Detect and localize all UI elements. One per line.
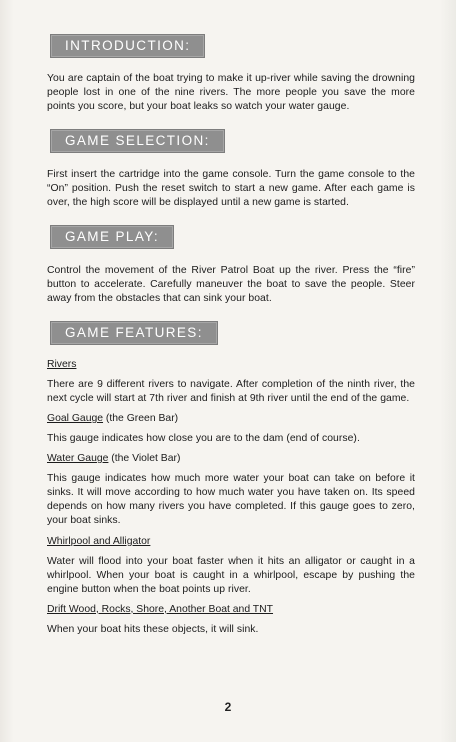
- game-features-section: [47, 321, 415, 637]
- rivers-title: Rivers: [47, 358, 77, 370]
- introduction-section: [47, 34, 415, 114]
- water-gauge-title: Water Gauge: [47, 453, 109, 465]
- introduction-heading: INTRODUCTION:: [50, 34, 205, 58]
- page-number: 2: [224, 700, 232, 714]
- goal-gauge-subheading: [47, 412, 415, 426]
- game-play-body: Control the movement of the River Patrol Boat up the river. Press the “fire” button to accelerate. Carefully maneuver the boat to save the people. Steer away from the obstacles that can sink your boat.: [47, 264, 415, 304]
- goal-gauge-title: Goal Gauge: [47, 413, 104, 425]
- water-gauge-body: This gauge indicates how much more water your boat can take on before it sinks. It will move according to how much water you have taken on. Its speed depends on how many rivers you have completed. If this gauge goes to zero, your boat sinks.: [47, 473, 415, 527]
- page-content: [47, 34, 415, 637]
- obstacles-title: Drift Wood, Rocks, Shore, Another Boat and TNT: [47, 603, 274, 615]
- game-features-heading: GAME FEATURES:: [50, 321, 218, 345]
- rivers-subheading: [47, 358, 415, 372]
- game-selection-heading: GAME SELECTION:: [50, 129, 225, 153]
- game-selection-body: First insert the cartridge into the game console. Turn the game console to the “On” position. Push the reset switch to start a new game. After each game is over, the high score will be displayed until a new game is started.: [47, 169, 415, 209]
- obstacles-body: When your boat hits these objects, it will sink.: [47, 623, 259, 635]
- whirlpool-title: Whirlpool and Alligator: [47, 535, 151, 547]
- water-gauge-note: (the Violet Bar): [108, 453, 181, 465]
- water-gauge-subheading: [47, 452, 415, 466]
- whirlpool-body: Water will flood into your boat faster when it hits an alligator or caught in a whirlpool. When your boat is caught in a whirlpool, escape by pushing the engine button when the boat points up river.: [47, 555, 415, 595]
- game-play-section: [47, 225, 415, 306]
- obstacles-subheading: [47, 603, 415, 617]
- game-play-heading: GAME PLAY:: [50, 225, 174, 249]
- game-selection-section: [47, 129, 415, 210]
- goal-gauge-body: This gauge indicates how close you are to the dam (end of course).: [47, 433, 360, 445]
- whirlpool-subheading: [47, 535, 415, 549]
- rivers-body: There are 9 different rivers to navigate. After completion of the ninth river, the next cycle will start at 7th river and finish at 9th river until the end of the game.: [47, 378, 415, 404]
- introduction-body: You are captain of the boat trying to make it up-river while saving the drowning people lost in one of the nine rivers. The more people you save the more points you score, but your boat leaks so watch your water gauge.: [47, 73, 415, 113]
- goal-gauge-note: (the Green Bar): [103, 413, 179, 425]
